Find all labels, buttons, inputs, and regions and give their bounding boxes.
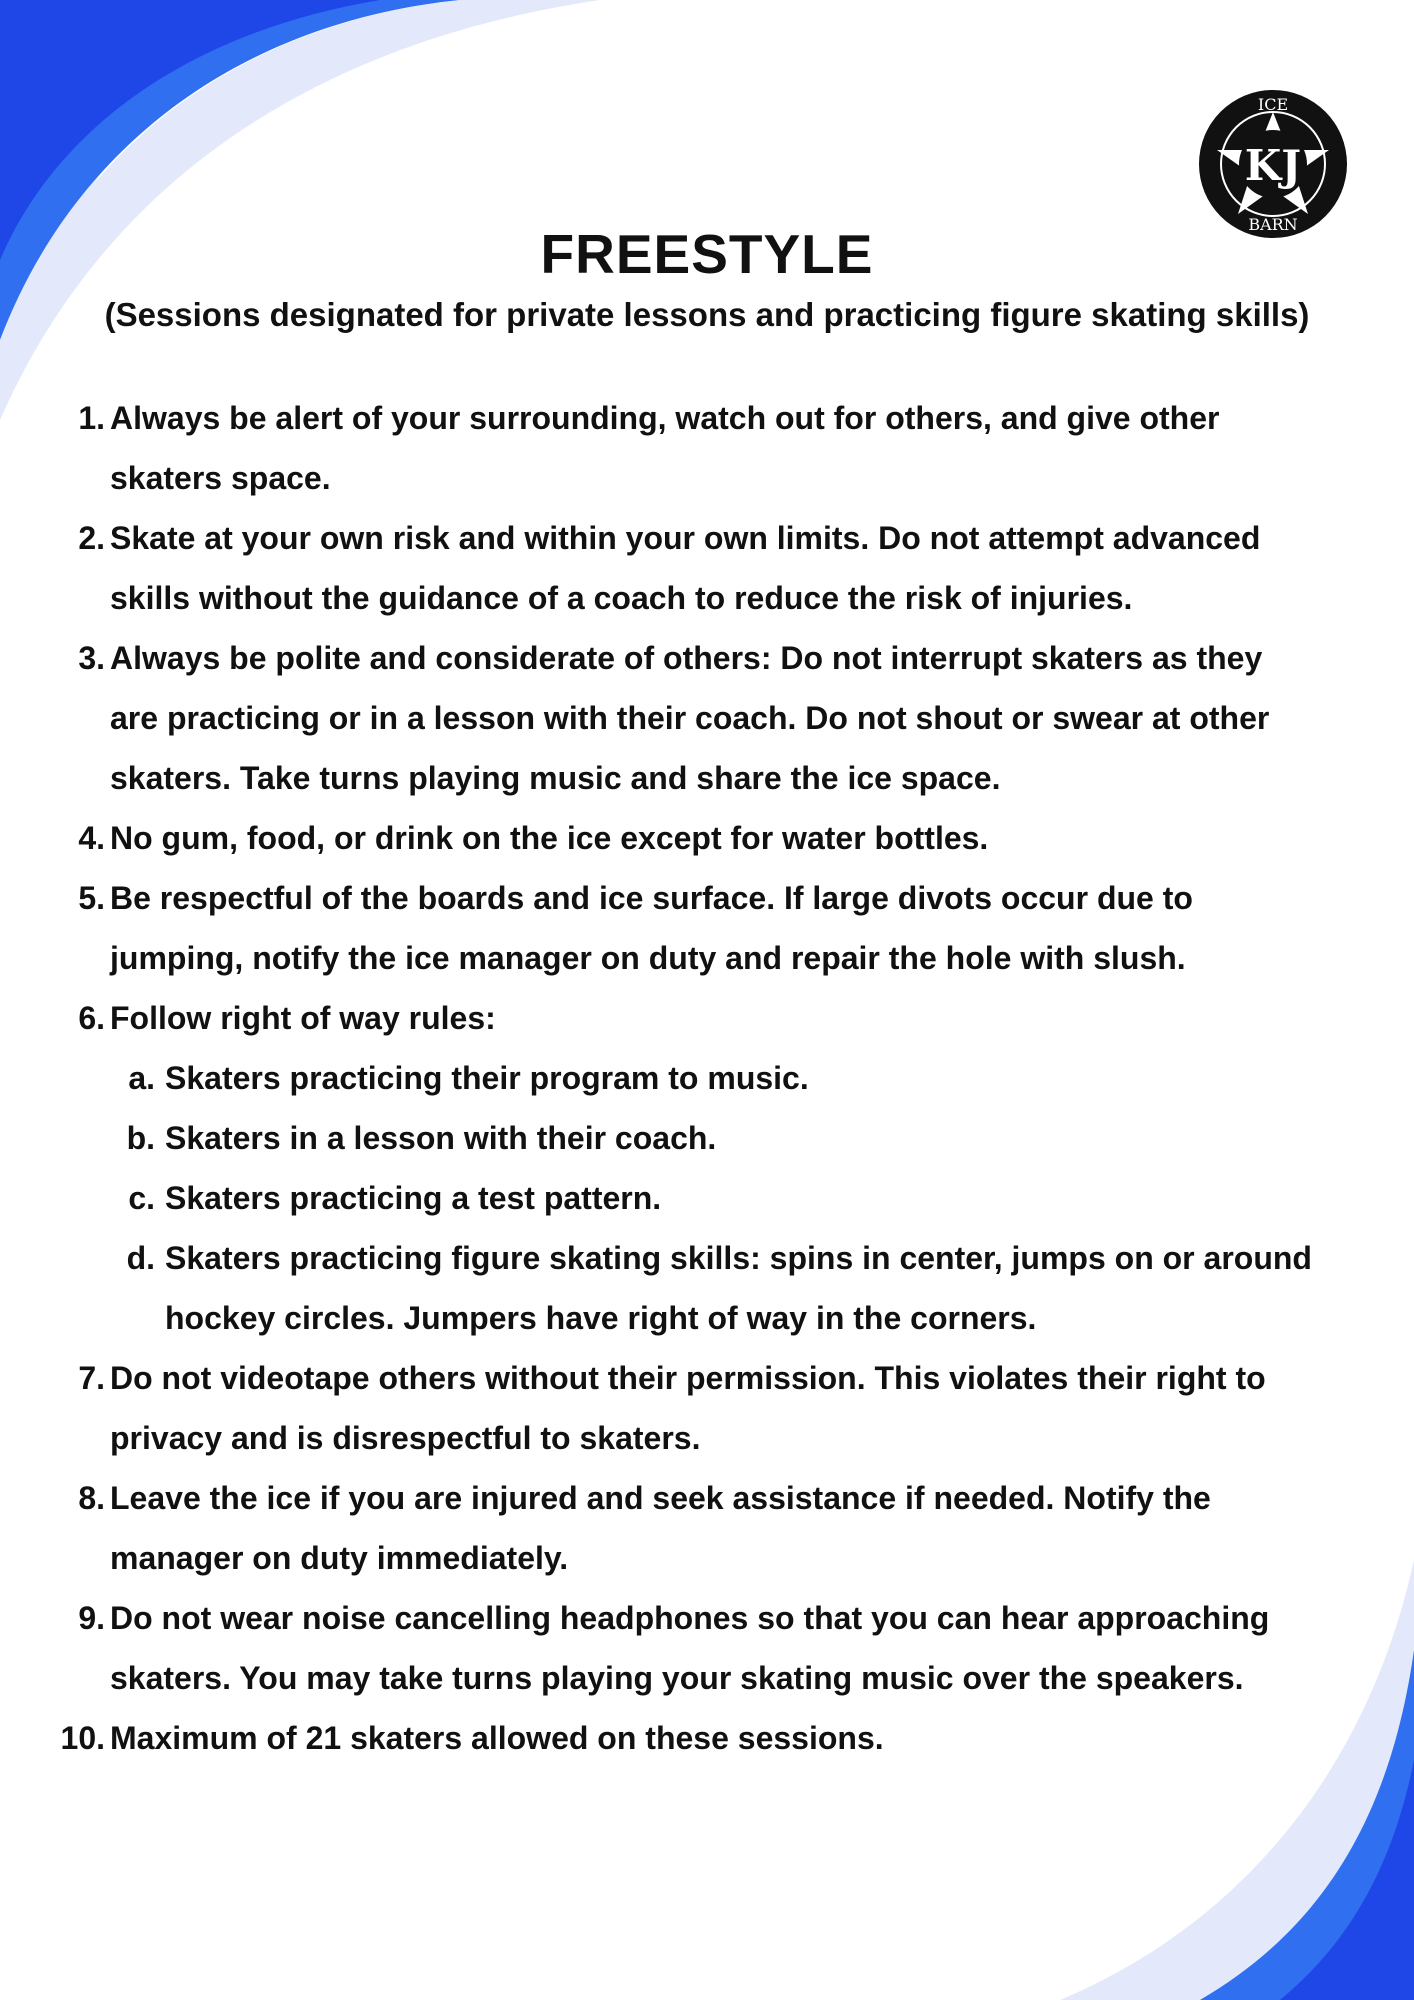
subitem-text-line: Skaters practicing figure skating skills: spins in center, jumps on or around [165,1240,1312,1276]
subitem-letter: b. [126,1120,155,1156]
subitem-letter: a. [128,1060,155,1096]
rule-item [55,808,1355,868]
subitem-text-line: hockey circles. Jumpers have right of way in the corners. [165,1300,1037,1336]
rules-list [55,388,1355,1768]
rule-text-line: Leave the ice if you are injured and seek assistance if needed. Notify the [110,1480,1211,1516]
rule-text-line: skaters space. [110,460,331,496]
subitem-letter: c. [128,1180,155,1216]
rule-text-line: Always be alert of your surrounding, watch out for others, and give other [110,400,1220,436]
kj-ice-barn-logo [1197,88,1349,240]
rule-number: 9. [78,1600,105,1636]
rule-text-line: manager on duty immediately. [110,1540,569,1576]
rule-text-line: Skate at your own risk and within your own limits. Do not attempt advanced [110,520,1261,556]
rule-text-line: Do not videotape others without their permission. This violates their right to [110,1360,1266,1396]
rule-number: 6. [78,1000,105,1036]
rule-subitem [55,1048,1355,1108]
rule-text-line: skaters. Take turns playing music and share the ice space. [110,760,1001,796]
rule-item [55,388,1355,508]
rule-number: 10. [60,1720,105,1756]
logo-top-text: ICE [1257,95,1289,114]
rule-text-line: Be respectful of the boards and ice surface. If large divots occur due to [110,880,1193,916]
rule-text-line: privacy and is disrespectful to skaters. [110,1420,701,1456]
rule-text-line: skills without the guidance of a coach to reduce the risk of injuries. [110,580,1133,616]
rule-item [55,1348,1355,1468]
rule-subitem [55,1228,1355,1348]
rule-number: 8. [78,1480,105,1516]
subitem-text-line: Skaters practicing their program to music. [165,1060,809,1096]
rule-text-line: No gum, food, or drink on the ice except for water bottles. [110,820,989,856]
rule-item [55,868,1355,988]
subitem-text-line: Skaters practicing a test pattern. [165,1180,662,1216]
rule-item [55,1468,1355,1588]
rule-text-line: Follow right of way rules: [110,1000,496,1036]
rule-number: 7. [78,1360,105,1396]
page-title: FREESTYLE [540,223,874,285]
rule-number: 4. [78,820,105,856]
rule-item [55,988,1355,1048]
rule-text-line: skaters. You may take turns playing your skating music over the speakers. [110,1660,1244,1696]
rule-text-line: Always be polite and considerate of others: Do not interrupt skaters as they [110,640,1263,676]
rule-subitem [55,1108,1355,1168]
rule-text-line: Maximum of 21 skaters allowed on these sessions. [110,1720,884,1756]
rule-item [55,628,1355,808]
rule-text-line: Do not wear noise cancelling headphones so that you can hear approaching [110,1600,1270,1636]
logo-initials: KJ [1244,141,1302,190]
rule-item [55,1708,1355,1768]
rule-text-line: jumping, notify the ice manager on duty and repair the hole with slush. [110,940,1186,976]
logo-bottom-text: BARN [1248,215,1298,234]
rule-item [55,508,1355,628]
rule-item [55,1588,1355,1708]
rule-number: 5. [78,880,105,916]
rule-text-line: are practicing or in a lesson with their coach. Do not shout or swear at other [110,700,1270,736]
subitem-letter: d. [126,1240,155,1276]
rule-number: 1. [78,400,105,436]
rule-subitem [55,1168,1355,1228]
page-subtitle: (Sessions designated for private lessons and practicing figure skating skills) [104,296,1310,333]
rule-number: 2. [78,520,105,556]
rule-number: 3. [78,640,105,676]
subitem-text-line: Skaters in a lesson with their coach. [165,1120,717,1156]
